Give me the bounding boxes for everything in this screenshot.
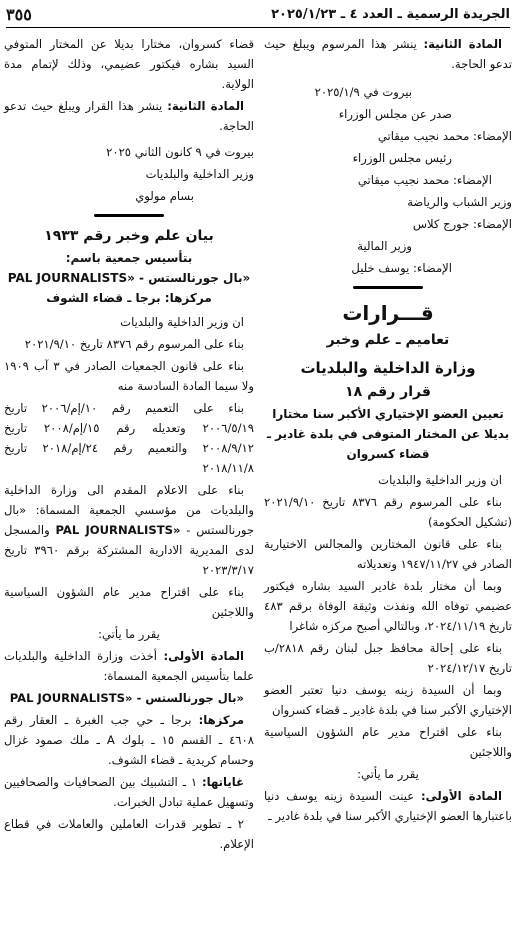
hq-paragraph: [4, 710, 254, 770]
recital: وبما أن السيدة زينه يوسف دنيا تعتبر العضو الإختياري الأكبر سنا في بلدة غادير ـ قضاء كسروان: [264, 683, 512, 717]
recital: وبما أن مختار بلدة غادير السيد بشاره فيكتور عضيمي توفاه الله ونفذت وثيقة الوفاة برقم ٤٨٣ تاريخ ٢٠٢٤/١١/١٩، وبالتالي أصبح مركزه شاغرا: [264, 579, 512, 633]
minister-title: وزير الشباب والرياضة: [407, 195, 512, 209]
header-divider: [6, 27, 510, 28]
recital: بناء على التعميم رقم ١٠/إم/٢٠٠٦ تاريخ ٢٠٠٦/٥/١٩ وتعديله رقم ١٥/إم/٢٠٠٨ تاريخ ٢٠٠٨/٩/١٢ والتعميم رقم ٢٤/إم/٢٠١٨ تاريخ ٢٠١٨/١١/٨: [4, 401, 254, 475]
continued-text: قضاء كسروان، مختارا بديلا عن المختار المتوفي السيد بشاره فيكتور عضيمي، وذلك لإتمام مدة الولاية.: [4, 37, 254, 91]
decides-line: يقرر ما يأتي:: [98, 627, 160, 641]
issued-by: صدر عن مجلس الوزراء: [338, 107, 452, 121]
pm-title: رئيس مجلس الوزراء: [352, 151, 452, 165]
recital: [4, 480, 254, 580]
page-header: [6, 2, 510, 26]
minister-title: وزير الداخلية والبلديات: [145, 167, 254, 181]
right-column: [264, 34, 512, 828]
minister-name: بسام مولوي: [135, 189, 194, 203]
section-divider: [4, 210, 254, 220]
notice-heading: بيان علم وخبر رقم ١٩٣٣: [44, 228, 214, 244]
date-line: بيروت في ٢٠٢٥/١/٩: [314, 85, 412, 99]
minister-intro: ان وزير الداخلية والبلديات: [378, 473, 502, 487]
recital: بناء على قانون الجمعيات الصادر في ٣ آب ١٩٠٩ ولا سيما المادة السادسة منه: [4, 359, 254, 393]
recital: بناء على اقتراح مدير عام الشؤون السياسية واللاجئين: [264, 725, 512, 759]
decisions-heading: قـــرارات: [342, 301, 434, 325]
signature: الإمضاء: محمد نجيب ميقاتي: [377, 129, 512, 143]
decides-line: يقرر ما يأتي:: [357, 767, 419, 781]
recital: بناء على المرسوم رقم ٨٣٧٦ تاريخ ٢٠٢١/٩/١٠ (تشكيل الحكومة): [264, 495, 512, 529]
association-hq: مركزها: برجا ـ قضاء الشوف: [46, 291, 212, 305]
left-column: [4, 34, 254, 856]
notice-subheading: بتأسيس جمعية باسم:: [65, 251, 193, 265]
recital-text: بناء على الاعلام المقدم الى وزارة الداخلية والبلديات من مؤسسي الجمعية المسماة: «بال جورنالستس -: [4, 483, 254, 537]
section-divider: [264, 282, 512, 292]
recital: بناء على المرسوم رقم ٨٣٧٦ تاريخ ٢٠٢١/٩/١٠: [24, 337, 244, 351]
decision-title: تعيين العضو الإختياري الأكبر سنا مختارا بديلا عن المختار المتوفى في بلدة غادير ـ قضاء كسروان: [266, 407, 510, 461]
recital-text: والمسجل لدى المديرية الادارية المشتركة برقم ٣٩٦٠ تاريخ ٢٠٢٣/٣/١٧: [4, 523, 254, 577]
article-label: المادة الثانية:: [167, 99, 245, 113]
signature: الإمضاء: جورج كلاس: [412, 217, 512, 231]
goals-paragraph: [4, 772, 254, 812]
article-1-paragraph: [4, 646, 254, 686]
association-name: [4, 268, 254, 288]
article-2-paragraph: [4, 96, 254, 136]
article-text: أخذت وزارة الداخلية والبلديات علما بتأسيس الجمعية المسماة:: [4, 649, 254, 683]
hq-label: مركزها:: [198, 713, 244, 727]
association-name-ar: «بال جورنالستس -: [134, 271, 251, 285]
article-text: عينت السيدة زينه يوسف دنيا باعتبارها العضو الإختياري الأكبر سنا في بلدة غادير ـ: [264, 789, 512, 823]
article-1-paragraph: [264, 786, 512, 826]
article-label: المادة الأولى:: [421, 789, 502, 803]
decision-number: قرار رقم ١٨: [345, 384, 431, 400]
recital: بناء على قانون المختارين والمجالس الاختيارية الصادر في ١٩٤٧/١١/٢٧ وتعديلاته: [264, 537, 512, 571]
hq-text: برجا ـ حي جب الغبرة ـ العقار رقم ٤٦٠٨ ـ القسم ١٥ ـ بلوك A ـ ملك صمود غزال وحسام كريدية ـ قضاء الشوف.: [4, 713, 254, 767]
signature: الإمضاء: يوسف خليل: [351, 261, 452, 275]
ministry-heading: وزارة الداخلية والبلديات: [300, 359, 476, 377]
article-text: ينشر هذا المرسوم ويبلغ حيث تدعو الحاجة.: [264, 37, 512, 71]
article-label: المادة الثانية:: [423, 37, 503, 51]
minister-title: وزير المالية: [357, 239, 412, 253]
article-text: ينشر هذا القرار ويبلغ حيث تدعو الحاجة.: [4, 99, 254, 133]
article-2-paragraph: [264, 34, 512, 74]
circulars-heading: تعاميم ـ علم وخبر: [326, 332, 450, 348]
goals-label: غاياتها:: [202, 775, 245, 789]
article-label: المادة الأولى:: [163, 649, 244, 663]
gazette-title: الجريدة الرسمية ـ العدد ٤ ـ ٢٠٢٥/١/٢٣: [271, 6, 510, 22]
minister-intro: ان وزير الداخلية والبلديات: [120, 315, 244, 329]
goal-paragraph: ٢ ـ تطوير قدرات العاملين والعاملات في قطاع الإعلام.: [4, 817, 254, 851]
association-name-en: PAL JOURNALISTS»: [55, 523, 181, 537]
association-name: [4, 688, 254, 708]
page-number: ٣٥٥: [6, 4, 32, 24]
recital: بناء على إحالة محافظ جبل لبنان رقم ٢٨١٨/ب تاريخ ٢٠٢٤/١٢/١٧: [264, 641, 512, 675]
goal-text: ١ ـ التشبيك بين الصحافيات والصحافيين وتسهيل عملية تبادل الخبرات.: [4, 775, 254, 809]
signature: الإمضاء: محمد نجيب ميقاتي: [357, 173, 492, 187]
association-name-en: PAL JOURNALISTS»: [9, 691, 133, 705]
recital: بناء على اقتراح مدير عام الشؤون السياسية واللاجئين: [4, 585, 254, 619]
date-line: بيروت في ٩ كانون الثاني ٢٠٢٥: [106, 145, 254, 159]
association-name-en: PAL JOURNALISTS»: [7, 271, 135, 285]
association-name-ar: «بال جورنالستس -: [132, 691, 244, 705]
